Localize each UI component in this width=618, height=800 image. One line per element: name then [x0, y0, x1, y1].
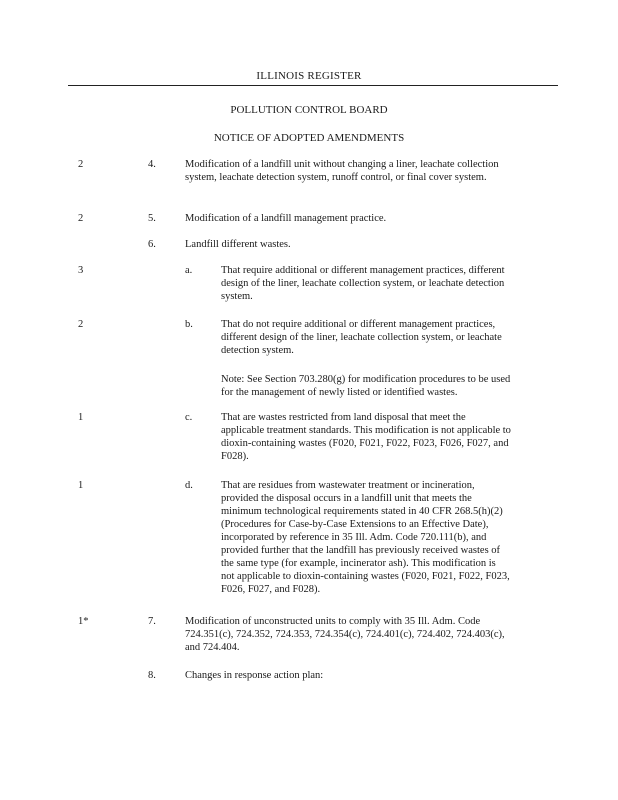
sub-item-text: That are wastes restricted from land disposal that meet the applicable treatment standards. This modification is not applicable to dioxin-containing wastes (F020, F021, F022, F023, F026, F027, and F028).	[221, 412, 511, 462]
sub-item-text: That do not require additional or different management practices, different design of the liner, leachate collection system, or leachate detection system.	[221, 319, 502, 356]
notice-heading: NOTICE OF ADOPTED AMENDMENTS	[213, 132, 405, 144]
class-label: 2	[78, 213, 84, 224]
item-text: Modification of a landfill management practice.	[185, 213, 387, 224]
item-text: Landfill different wastes.	[185, 239, 291, 250]
register-title: ILLINOIS REGISTER	[256, 70, 362, 82]
class-label: 1	[78, 412, 84, 423]
item-number: 7.	[148, 616, 156, 627]
class-label: 1*	[78, 616, 89, 627]
item-text: Changes in response action plan:	[185, 670, 324, 681]
item-text: Modification of unconstructed units to comply with 35 Ill. Adm. Code 724.351(c), 724.352, 724.353, 724.354(c), 724.401(c), 724.402, 724.403(c), and 724.404.	[185, 616, 505, 653]
class-label: 2	[78, 319, 84, 330]
note-text: Note: See Section 703.280(g) for modification procedures to be used for the management of newly listed or identified wastes.	[221, 374, 511, 398]
item-number: 8.	[148, 670, 156, 681]
sub-item-letter: a.	[185, 265, 193, 276]
sub-item-text: That require additional or different management practices, different design of the liner, leachate collection system, or leachate detection system.	[221, 265, 505, 302]
sub-item-letter: d.	[185, 480, 193, 491]
board-name: POLLUTION CONTROL BOARD	[230, 104, 388, 116]
class-label: 2	[78, 159, 84, 170]
sub-item-letter: b.	[185, 319, 193, 330]
class-label: 3	[78, 265, 84, 276]
item-text: Modification of a landfill unit without changing a liner, leachate collection system, leachate detection system, runoff control, or final cover system.	[185, 159, 499, 183]
class-label: 1	[78, 480, 84, 491]
header-divider	[68, 85, 558, 86]
item-number: 5.	[148, 213, 156, 224]
item-number: 4.	[148, 159, 156, 170]
sub-item-text: That are residues from wastewater treatment or incineration, provided the disposal occurs in a landfill unit that meets the minimum technological requirements stated in 40 CFR 268.5(h)(2) (Procedures for Case-by-Case Extensions to an Effective Date), incorporated by reference in 35 Ill. Adm. Code 720.111(b), and provided further that the landfill has previously received wastes of the same type (for example, incinerator ash). This modification is not applicable to dioxin-containing wastes (F020, F021, F022, F023, F026, F027, and F028).	[221, 480, 510, 595]
item-number: 6.	[148, 239, 156, 250]
sub-item-letter: c.	[185, 412, 193, 423]
